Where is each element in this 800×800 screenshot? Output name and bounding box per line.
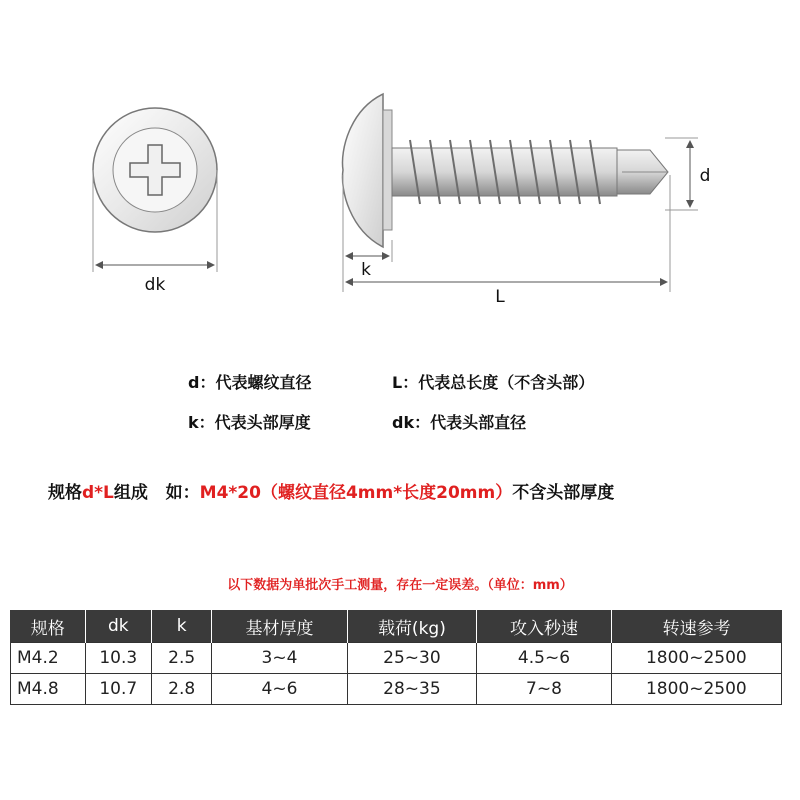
header-rpm: 转速参考 — [611, 610, 781, 643]
spec-prefix: 规格 — [48, 483, 82, 503]
table-cell: 4~6 — [212, 674, 347, 705]
table-cell: 3~4 — [212, 643, 347, 674]
spec-line — [48, 478, 614, 503]
k-label: k — [361, 260, 371, 280]
table-cell: 7~8 — [477, 674, 611, 705]
screw-diagram — [0, 0, 800, 320]
spec-mid: 组成 如： — [113, 483, 200, 503]
L-label: L — [495, 287, 505, 307]
spec-suffix: 不含头部厚度 — [512, 483, 615, 503]
header-spec: 规格 — [11, 610, 86, 643]
table-cell: 1800~2500 — [611, 674, 781, 705]
spec-table — [10, 610, 782, 705]
legend-d: d：代表螺纹直径 — [188, 373, 312, 392]
table-cell: M4.8 — [11, 674, 86, 705]
spec-highlight: d*L — [82, 483, 114, 503]
table-cell: 2.5 — [152, 643, 212, 674]
table-cell: 10.7 — [85, 674, 151, 705]
table-cell: 4.5~6 — [477, 643, 611, 674]
head-top-view — [93, 108, 217, 295]
legend-dk: dk：代表头部直径 — [392, 413, 527, 432]
header-dk: dk — [85, 610, 151, 643]
header-material-thickness: 基材厚度 — [212, 610, 347, 643]
table-row — [11, 643, 782, 674]
legend-L: L：代表总长度（不含头部） — [392, 373, 595, 392]
header-k: k — [152, 610, 212, 643]
header-drill-speed: 攻入秒速 — [477, 610, 611, 643]
table-cell: 1800~2500 — [611, 643, 781, 674]
d-label: d — [699, 166, 711, 186]
spec-example: M4*20（螺纹直径4mm*长度20mm） — [199, 483, 513, 503]
table-header-row — [11, 610, 782, 643]
header-load: 载荷(kg) — [347, 610, 477, 643]
table-cell: 28~35 — [347, 674, 477, 705]
table-cell: 10.3 — [85, 643, 151, 674]
measurement-note: 以下数据为单批次手工测量，存在一定误差。（单位：mm） — [227, 578, 573, 593]
table-row — [11, 674, 782, 705]
table-cell: 25~30 — [347, 643, 477, 674]
screw-side-view — [342, 94, 710, 307]
table-cell: 2.8 — [152, 674, 212, 705]
table-cell: M4.2 — [11, 643, 86, 674]
legend-k: k：代表头部厚度 — [188, 413, 311, 432]
dk-label: dk — [144, 275, 166, 295]
